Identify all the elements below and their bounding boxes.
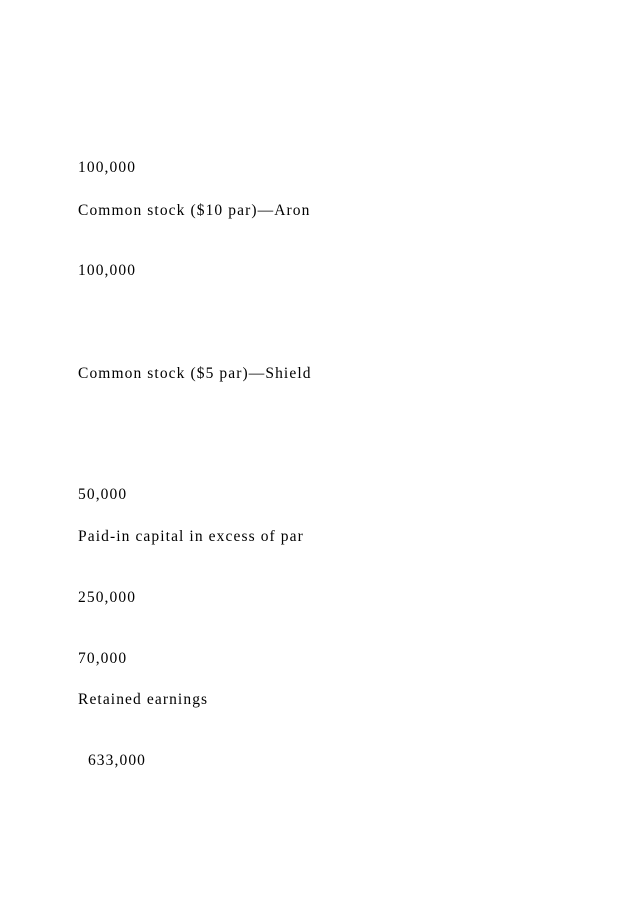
amount-line: 100,000 [78,262,137,279]
amount-line: 633,000 [78,752,147,769]
amount-line: 50,000 [78,486,128,503]
account-label-paid-in-capital: Paid-in capital in excess of par [78,528,304,545]
amount-line: 70,000 [78,650,128,667]
account-label-common-stock-aron: Common stock ($10 par)—Aron [78,202,311,219]
account-label-common-stock-shield: Common stock ($5 par)—Shield [78,365,312,382]
amount-line: 100,000 [78,159,137,176]
amount-line: 250,000 [78,589,137,606]
account-label-retained-earnings: Retained earnings [78,691,209,708]
